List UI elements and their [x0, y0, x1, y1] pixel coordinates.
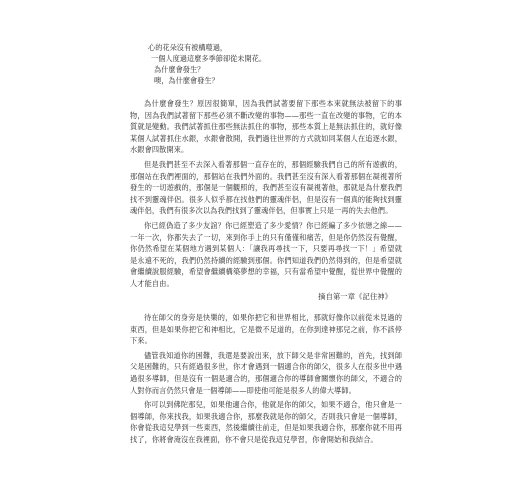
paragraph-master-joy: 待在師父的身旁是快樂的，如果你把它和世界相比，那就好像你以前從未見過的東西，但是如果你把它和神相比，它是微不足道的，在你到達神那兒之前，你不該停下來。 — [130, 313, 402, 346]
paragraph-buddha: 你可以到佛陀那兒，如果他適合你，他就是你的師父，如果不適合，他只會是一個導師，你來找我，如果我適合你，那麼我就是你的師父，否則我只會是一個導師，你會從我這兒學到一些東西，然後繼續往前走，但是如果我適合你，那麼你就不用再找了，你將會淹沒在我裡面，你不會只是從我這兒學習，你會開始和我結合。 — [130, 400, 402, 444]
section-1-text — [130, 98, 402, 293]
chapter-citation: 摘自第一章《記住神》 — [318, 292, 392, 301]
paragraph-soulmate: 但是我們甚至不去深入看著那個一直存在的，那個經驗我們自己的所有遊戲的，那個站在我們裡面的，那個站在我們外面的。我們甚至沒有深入看著那個在凝視著所發生的一切遊戲的，那個是一個觀照的，我們甚至沒有凝視著他，那就是為什麼我們找不到靈魂伴侶。很多人似乎都在找他們的靈魂伴侶，但是沒有一個真的能夠找到靈魂伴侶，我們有很多次以為我們找到了靈魂伴侶，但事實上只是一再的失去他們。 — [130, 159, 402, 216]
section-2-text — [130, 312, 402, 449]
paragraph-finding-master: 儘管我知道你的困難，我還是要說出來，放下師父是非常困難的，首先，找到師父是困難的，只有經過很多世，你才會遇到一個適合你的師父，很多人在很多世中遇過很多導師，但是沒有一個是適合的，那個適合你的導師會關懷你的師父，不適合的人對你而言仍然只會是一個導師——即使他可能是很多人的偉大導師。 — [130, 350, 402, 395]
poem-line-1: 心的花朵沒有被構噬過， — [148, 43, 228, 52]
poem-line-3: 為什麼會發生？ — [154, 65, 205, 74]
poem-line-4: 噢，為什麼會發生？ — [154, 76, 219, 85]
poem-block — [148, 42, 388, 86]
poem-line-2: 一個人度過這麼多季節卻從未開花。 — [151, 54, 267, 63]
paragraph-hope: 你已經偽造了多少友誼？你已經塑造了多少愛情？你已經編了多少依戀之線——一年一次，你都失去了一切，來到你手上的只有僅僅和痛苦，但是你仍然沒有覺醒，你仍然希望在某個地方遇到某個人：「讓我再尋找一下，只要再尋找一下！」希望就是永遠不死的，我們仍然持續的經驗到那個。你們知道我們仍然得到的，但是希望就會繼續說服經驗，希望會繼續構築夢想的幸福，只有當希望中覺醒，從世界中覺醒的人才能自由。 — [130, 220, 402, 288]
paragraph-why-it-happens: 為什麼會發生？原因很簡單，因為我們試著要留下那些本來就無法被留下的事物，因為我們試著留下那些必須不斷改變的事物——那些一直在改變的事物，它的本質就是變動。我們試著抓住那些無法抓住的事物，那些本質上是無法抓住的，就好像某個人試著抓住水銀，水銀會散開，我們過往世界的方式就如同某個人在追逐水銀，水銀會四散開來。 — [130, 99, 402, 155]
